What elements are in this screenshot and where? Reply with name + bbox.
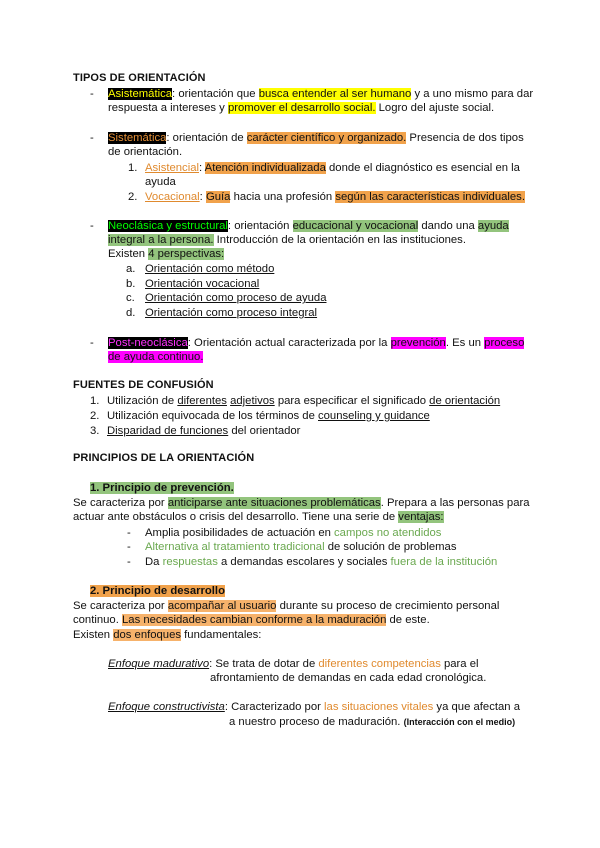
bullet-dash: -	[90, 337, 94, 349]
bullet-dash: -	[90, 132, 94, 144]
neoclasica-line2: integral a la persona. Introducción de la orientación en las instituciones.	[108, 234, 466, 246]
term-postneoclasica: Post-neoclásica	[108, 337, 188, 349]
highlight-magenta: prevención	[390, 337, 446, 349]
principio-desarrollo-title: 2. Principio de desarrollo	[90, 585, 225, 597]
highlight-orange: Guía	[205, 191, 231, 203]
ventaja-item: Alternativa al tratamiento tradicional de solución de problemas	[145, 541, 457, 553]
sistematica-line1: Sistemática: orientación de carácter científico y organizado. Presencia de dos tipos	[108, 132, 524, 144]
ventaja-item: Amplia posibilidades de actuación en campos no atendidos	[145, 527, 442, 539]
list-letter: c.	[126, 292, 135, 304]
vocacional-line: Vocacional: Guía hacia una profesión según las características individuales.	[145, 191, 525, 203]
list-number: 2.	[128, 191, 138, 203]
note-interaccion: (Interacción con el medio)	[403, 717, 516, 727]
list-number: 1.	[90, 395, 100, 407]
perspectiva-item: Orientación vocacional	[145, 278, 260, 290]
bullet-dash: -	[90, 88, 94, 100]
term-sistematica: Sistemática	[108, 132, 167, 144]
enfoque-madurativo-line1: Enfoque madurativo: Se trata de dotar de diferentes competencias para el	[108, 658, 479, 670]
highlight-yellow: promover el desarrollo social.	[227, 102, 376, 114]
term-enfoque-madurativo: Enfoque madurativo	[108, 658, 210, 670]
highlight-orange: dos enfoques	[113, 629, 182, 641]
fuente-item: Utilización equivocada de los términos de counseling y guidance	[107, 410, 430, 422]
perspectiva-item: Orientación como proceso de ayuda	[145, 292, 327, 304]
asistencial-line1: Asistencial: Atención individualizada donde el diagnóstico es esencial en la	[145, 162, 520, 174]
ventaja-item: Da respuestas a demandas escolares y sociales fuera de la institución	[145, 556, 498, 568]
highlight-green: ayuda	[477, 220, 509, 232]
highlight-magenta: proceso	[484, 337, 525, 349]
desarrollo-line1: Se caracteriza por acompañar al usuario durante su proceso de crecimiento personal	[73, 600, 500, 612]
term-asistencial: Asistencial	[145, 162, 199, 174]
highlight-green: ventajas:	[398, 511, 444, 523]
prevencion-line1: Se caracteriza por anticiparse ante situaciones problemáticas. Prepara a las personas para	[73, 497, 530, 509]
fuente-item: Utilización de diferentes adjetivos para especificar el significado de orientación	[107, 395, 501, 407]
asistencial-line2: ayuda	[145, 176, 176, 188]
list-number: 2.	[90, 410, 100, 422]
highlight-magenta: de ayuda continuo.	[108, 351, 204, 363]
perspectiva-item: Orientación como proceso integral	[145, 307, 318, 319]
highlight-orange: acompañar al usuario	[167, 600, 277, 612]
list-letter: d.	[126, 307, 136, 319]
term-enfoque-constructivista: Enfoque constructivista	[108, 701, 225, 713]
sistematica-line2: de orientación.	[108, 146, 183, 158]
list-number: 1.	[128, 162, 138, 174]
enfoque-constructivista-line1: Enfoque constructivista: Caracterizado por las situaciones vitales ya que afectan a	[108, 701, 520, 713]
section-heading-fuentes: FUENTES DE CONFUSIÓN	[73, 379, 214, 391]
section-heading-tipos: TIPOS DE ORIENTACIÓN	[73, 72, 206, 84]
highlight-orange: carácter científico y organizado.	[246, 132, 407, 144]
asistematica-line1: Asistemática: orientación que busca entender al ser humano y a uno mismo para dar	[108, 88, 534, 100]
neoclasica-line1: Neoclásica y estructural: orientación educacional y vocacional dando una ayuda	[108, 220, 509, 232]
list-letter: a.	[126, 263, 136, 275]
neoclasica-line3: Existen 4 perspectivas:	[108, 248, 225, 260]
section-heading-principios: PRINCIPIOS DE LA ORIENTACIÓN	[73, 452, 255, 464]
desarrollo-line2: continuo. Las necesidades cambian conforme a la maduración de este.	[73, 614, 430, 626]
highlight-green: integral a la persona.	[108, 234, 214, 246]
postneoclasica-line1: Post-neoclásica: Orientación actual caracterizada por la prevención. Es un proceso	[108, 337, 525, 349]
highlight-green: educacional y vocacional	[292, 220, 419, 232]
term-asistematica: Asistemática	[108, 88, 173, 100]
prevencion-line2: actuar ante obstáculos o crisis del desarrollo. Tiene una serie de ventajas:	[73, 511, 444, 523]
principio-prevencion-title: 1. Principio de prevención.	[90, 482, 234, 494]
fuente-item: Disparidad de funciones del orientador	[107, 425, 301, 437]
enfoque-constructivista-line2: a nuestro proceso de maduración. (Interacción con el medio)	[229, 716, 516, 728]
highlight-green: anticiparse ante situaciones problemáticas	[167, 497, 381, 509]
asistematica-line2: respuesta a intereses y promover el desarrollo social. Logro del ajuste social.	[108, 102, 495, 114]
list-number: 3.	[90, 425, 100, 437]
term-neoclasica: Neoclásica y estructural	[108, 220, 228, 232]
postneoclasica-line2	[108, 350, 203, 364]
bullet-dash: -	[127, 541, 131, 553]
highlight-green: 4 perspectivas:	[148, 248, 225, 260]
bullet-dash: -	[127, 556, 131, 568]
perspectiva-item: Orientación como método	[145, 263, 275, 275]
desarrollo-line3: Existen dos enfoques fundamentales:	[73, 629, 262, 641]
highlight-orange: según las características individuales.	[335, 191, 525, 203]
enfoque-madurativo-line2: afrontamiento de demandas en cada edad cronológica.	[210, 672, 487, 684]
highlight-orange: Las necesidades cambian conforme a la maduración	[122, 614, 387, 626]
bullet-dash: -	[90, 220, 94, 232]
term-vocacional: Vocacional	[145, 191, 200, 203]
bullet-dash: -	[127, 527, 131, 539]
highlight-yellow: busca entender al ser humano	[258, 88, 412, 100]
list-letter: b.	[126, 278, 136, 290]
highlight-orange: Atención individualizada	[204, 162, 326, 174]
